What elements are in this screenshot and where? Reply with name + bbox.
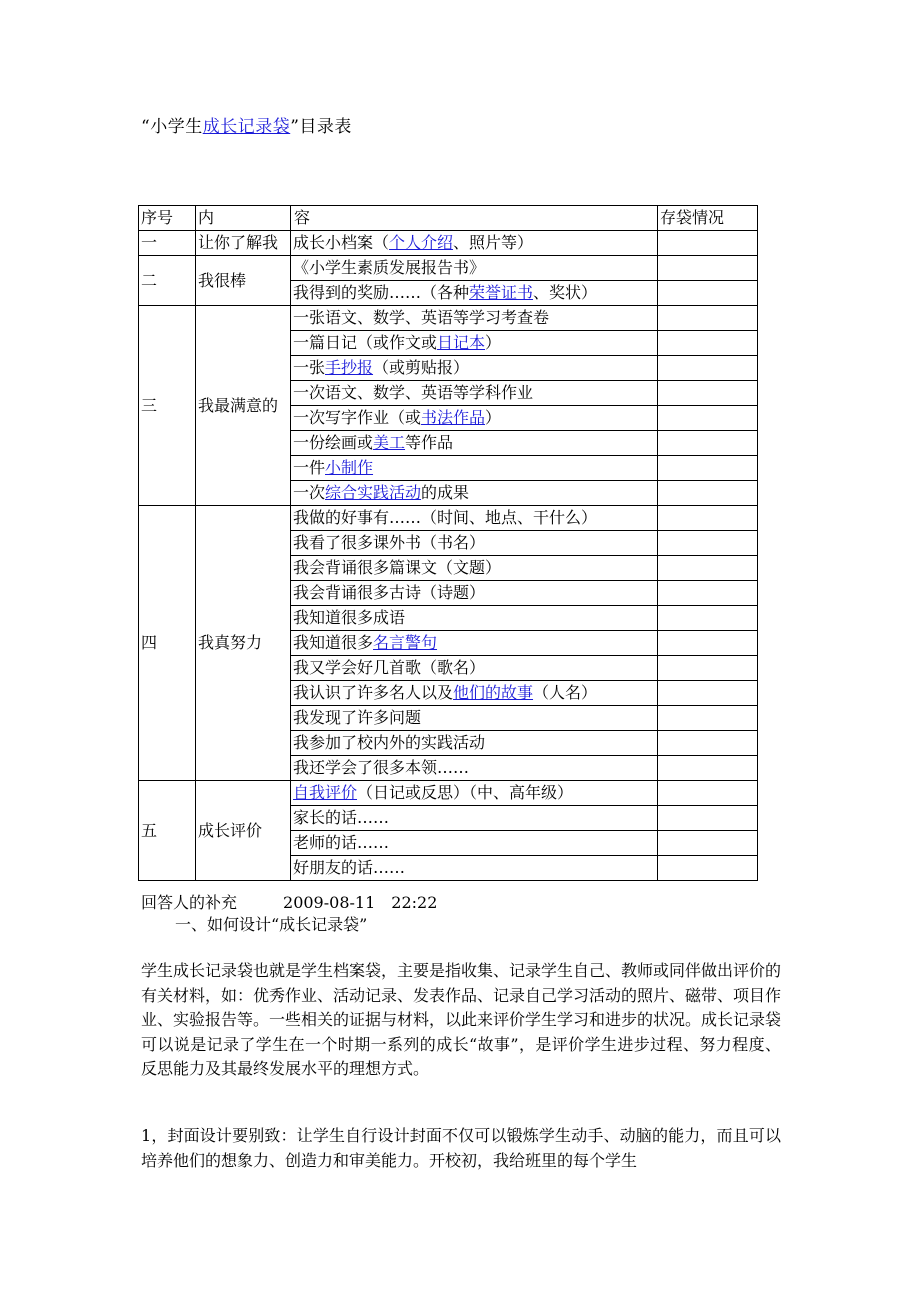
page-title [141,112,352,137]
content-text: 我知道很多 [293,633,374,652]
content-text: 我参加了校内外的实践活动 [293,733,486,752]
row-content [291,706,658,731]
content-text: 家长的话…… [293,808,390,827]
content-text: ） [485,408,502,427]
content-text: （日记或反思）（中、高年级） [357,783,574,802]
row-content [291,631,658,656]
content-link[interactable]: 他们的故事 [453,683,534,702]
row-content [291,256,658,281]
row-content [291,681,658,706]
row-content [291,456,658,481]
row-content [291,806,658,831]
row-status-cell [658,256,758,281]
row-content [291,406,658,431]
row-status-cell [658,456,758,481]
table-row [139,506,758,531]
content-text: 《小学生素质发展报告书》 [293,258,486,277]
row-content [291,281,658,306]
content-text: 的成果 [421,483,470,502]
row-content [291,856,658,881]
row-content [291,731,658,756]
row-index: 四 [139,506,196,781]
content-text: 我看了很多课外书（书名） [293,533,486,552]
row-status-cell [658,706,758,731]
row-status-cell [658,581,758,606]
content-link[interactable]: 美工 [373,433,406,452]
header-content-span [291,206,658,231]
content-link[interactable]: 手抄报 [325,358,374,377]
row-content [291,431,658,456]
row-status-cell [658,356,758,381]
row-content [291,531,658,556]
row-status-cell [658,231,758,256]
row-category: 我真努力 [196,506,291,781]
row-content [291,831,658,856]
content-text: 一份绘画或 [293,433,374,452]
content-text: （人名） [533,683,598,702]
row-status-cell [658,781,758,806]
header-index: 序号 [139,206,196,231]
row-content [291,756,658,781]
paragraph: 1，封面设计要别致：让学生自行设计封面不仅可以锻炼学生动手、动脑的能力，而且可以培养他们的想象力、创造力和审美能力。开校初，我给班里的每个学生 [141,1126,781,1170]
table-header-row [139,206,758,231]
row-content [291,556,658,581]
row-content [291,381,658,406]
table-row [139,231,758,256]
content-text: 我知道很多成语 [293,608,406,627]
row-content [291,581,658,606]
content-text: 一张语文、数学、英语等学习考查卷 [293,308,550,327]
content-text: 成长小档案（ [293,233,390,252]
title-prefix: “小学生 [141,117,203,137]
table-row [139,306,758,331]
row-status-cell [658,631,758,656]
row-content [291,606,658,631]
content-text: 等作品 [405,433,454,452]
content-text: 一次写字作业（或 [293,408,422,427]
content-link[interactable]: 日记本 [437,333,486,352]
content-text: 、奖状） [533,283,598,302]
row-status-cell [658,656,758,681]
row-content [291,781,658,806]
content-text: 好朋友的话…… [293,858,406,877]
content-text: 老师的话…… [293,833,390,852]
row-index: 三 [139,306,196,506]
content-text: 一张 [293,358,326,377]
row-category: 我很棒 [196,256,291,306]
content-link[interactable]: 自我评价 [293,783,358,802]
content-text: 我做的好事有……（时间、地点、干什么） [293,508,598,527]
title-suffix: ”目录表 [290,117,352,137]
row-content [291,656,658,681]
row-status-cell [658,531,758,556]
row-status-cell [658,281,758,306]
reply-info [141,890,483,913]
row-status-cell [658,831,758,856]
content-text: 我发现了许多问题 [293,708,422,727]
content-link[interactable]: 小制作 [325,458,374,477]
content-text: 我会背诵很多古诗（诗题） [293,583,486,602]
section-title: 一、如何设计“成长记录袋” [175,915,368,934]
content-link[interactable]: 综合实践活动 [325,483,422,502]
content-text: ） [485,333,502,352]
content-text: 我还学会了很多本领…… [293,758,470,777]
content-text: 我得到的奖励……（各种 [293,283,470,302]
content-text: 一次 [293,483,326,502]
content-text: 、照片等） [453,233,534,252]
row-content [291,481,658,506]
row-status-cell [658,506,758,531]
row-status-cell [658,306,758,331]
content-text: 我又学会好几首歌（歌名） [293,658,486,677]
row-status-cell [658,856,758,881]
row-status-cell [658,406,758,431]
content-text: （或剪贴报） [373,358,470,377]
reply-label: 回答人的补充 [141,893,238,912]
catalog-table [138,205,758,881]
row-status-cell [658,481,758,506]
content-text: 一件 [293,458,326,477]
row-category: 成长评价 [196,781,291,881]
table-row [139,781,758,806]
row-status-cell [658,681,758,706]
row-category: 让你了解我 [196,231,291,256]
row-index: 五 [139,781,196,881]
header-status: 存袋情况 [658,206,758,231]
row-content [291,506,658,531]
table-row [139,256,758,281]
content-link[interactable]: 荣誉证书 [469,283,534,302]
row-status-cell [658,331,758,356]
row-content [291,306,658,331]
row-index: 二 [139,256,196,306]
row-status-cell [658,756,758,781]
reply-datetime: 2009-08-11 22:22 [283,893,438,912]
content-link[interactable]: 个人介绍 [389,233,454,252]
row-status-cell [658,606,758,631]
row-status-cell [658,731,758,756]
content-link[interactable]: 书法作品 [421,408,486,427]
content-text: 我认识了许多名人以及 [293,683,454,702]
content-text: 一篇日记（或作文或 [293,333,438,352]
content-link[interactable]: 名言警句 [373,633,438,652]
content-text: 一次语文、数学、英语等学科作业 [293,383,534,402]
content-text: 我会背诵很多篇课文（文题） [293,558,502,577]
row-content [291,231,658,256]
row-status-cell [658,381,758,406]
row-content [291,356,658,381]
header-content: 内 容 [196,206,291,231]
row-status-cell [658,556,758,581]
row-status-cell [658,431,758,456]
row-content [291,331,658,356]
row-status-cell [658,806,758,831]
paragraph: 学生成长记录袋也就是学生档案袋，主要是指收集、记录学生自己、教师或同伴做出评价的有关材料，如：优秀作业、活动记录、发表作品、记录自己学习活动的照片、磁带、项目作业、实验报告等。一些相关的证据与材料，以此来评价学生学习和进步的状况。成长记录袋可以说是记录了学生在一个时期一系列的成长“故事”，是评价学生进步过程、努力程度、反思能力及其最终发展水平的理想方式。 [141,961,782,1078]
row-category: 我最满意的 [196,306,291,506]
title-link[interactable]: 成长记录袋 [202,117,291,137]
row-index: 一 [139,231,196,256]
